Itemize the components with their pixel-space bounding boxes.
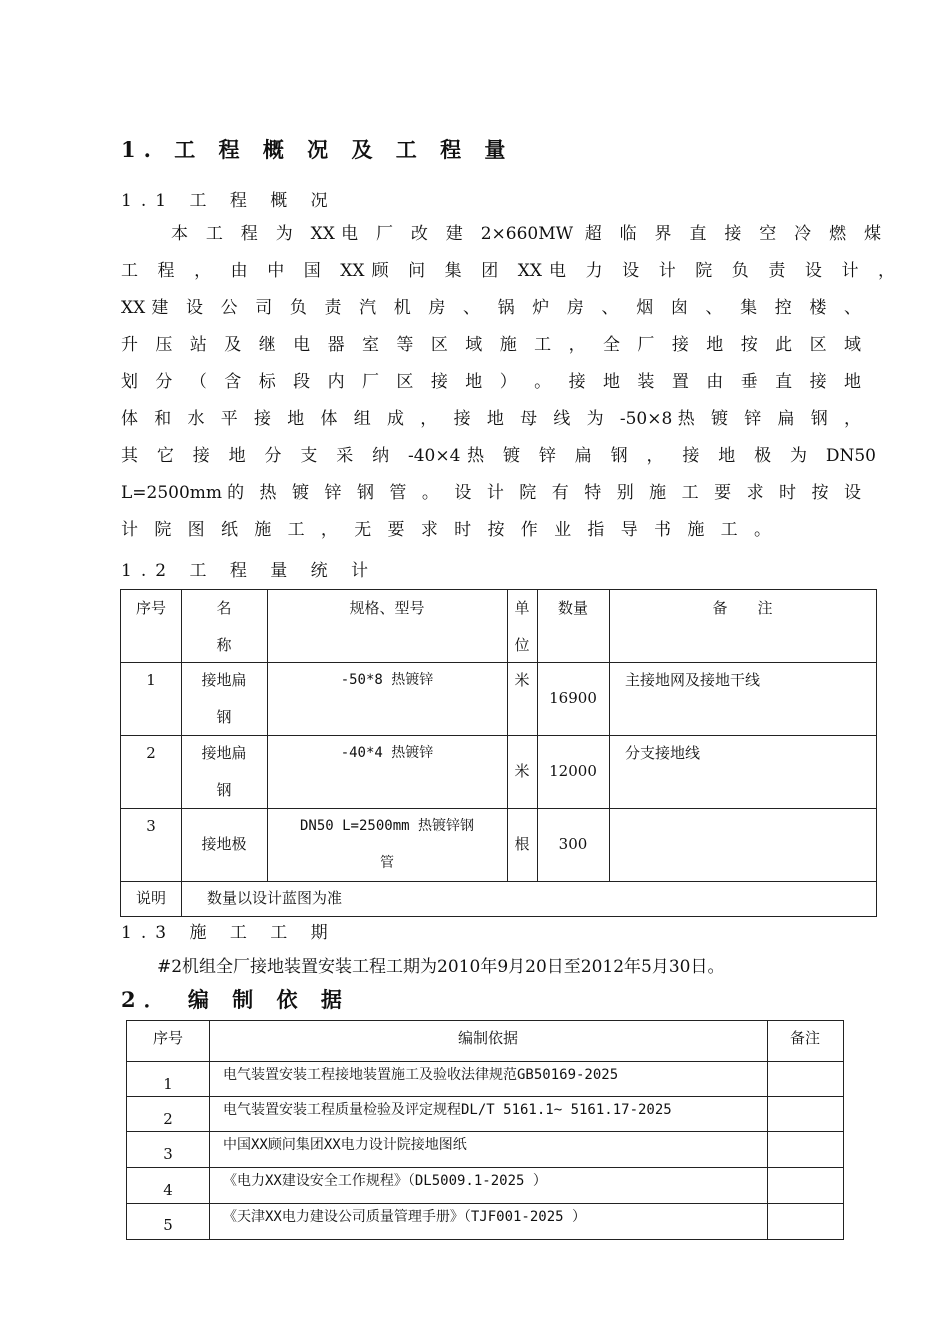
basis-row-no: 1 — [163, 1075, 173, 1093]
basis-row-no: 3 — [163, 1145, 173, 1163]
overview-line: 其 它 接 地 分 支 采 纳 -40×4热 镀 锌 扁 钢 ， 接 地 极 为 DN50 — [121, 446, 876, 466]
overview-line: 本 工 程 为 XX电 厂 改 建 2×660MW 超 临 界 直 接 空 冷 燃 煤 — [171, 224, 881, 244]
basis-row-no: 4 — [163, 1181, 173, 1199]
note-label: 说明 — [135, 889, 166, 907]
table-row-name — [181, 662, 267, 736]
table-row-no: 2 — [146, 744, 156, 762]
header-remark: 备 注 — [712, 599, 773, 617]
table-row-remark: 主接地网及接地干线 — [625, 671, 761, 689]
header-spec: 规格、型号 — [349, 599, 425, 617]
overview-paragraph — [121, 216, 895, 549]
basis-row-no: 2 — [163, 1110, 173, 1128]
section-1-title: 1. 工 程 概 况 及 工 程 量 — [121, 137, 514, 162]
table-row-name — [181, 735, 267, 809]
header-unit — [507, 590, 537, 664]
overview-line: 升 压 站 及 继 电 器 室 等 区 域 施 工 ， 全 厂 接 地 按 此 区 域 — [121, 335, 861, 355]
overview-line: 体 和 水 平 接 地 体 组 成 ， 接 地 母 线 为 -50×8热 镀 锌 扁 钢 ， — [121, 409, 861, 429]
row-name-line: 钢 — [216, 708, 232, 726]
table-row-unit: 米 — [514, 762, 530, 780]
row-name-line: 接地扁 — [201, 671, 247, 689]
table-row-qty: 300 — [558, 835, 588, 853]
table-row-remark: 分支接地线 — [625, 744, 701, 762]
table-row-spec: -50*8 热镀锌 — [340, 672, 434, 688]
row-spec-line: DN50 L=2500mm 热镀锌钢 — [299, 818, 474, 834]
header-name — [181, 590, 267, 664]
header-name-line: 名 — [216, 599, 232, 617]
table-row-unit: 米 — [514, 671, 530, 689]
quantity-table — [120, 589, 877, 917]
basis-row-text: 中国XX顾问集团XX电力设计院接地图纸 — [223, 1137, 467, 1153]
overview-line: 计 院 图 纸 施 工 ， 无 要 求 时 按 作 业 指 导 书 施 工 。 — [121, 520, 771, 540]
note-text: 数量以设计蓝图为准 — [207, 889, 343, 907]
table-row-no: 3 — [146, 817, 156, 835]
subsection-1-1-title: 1.1 工 程 概 况 — [121, 191, 337, 211]
header-unit-line: 单 — [514, 599, 530, 617]
basis-row-no: 5 — [163, 1216, 173, 1234]
table-row-spec: -40*4 热镀锌 — [340, 745, 434, 761]
section-2-title: 2． 编 制 依 据 — [121, 987, 350, 1012]
header-qty: 数量 — [557, 599, 588, 617]
basis-header-basis: 编制依据 — [457, 1029, 518, 1047]
table-row-qty: 16900 — [549, 689, 597, 707]
overview-line: L=2500mm的 热 镀 锌 钢 管 。 设 计 院 有 特 别 施 工 要 求 时 按 设 — [121, 483, 861, 503]
row-name-line: 钢 — [216, 781, 232, 799]
table-row-spec — [267, 808, 507, 882]
table-row-no: 1 — [146, 671, 156, 689]
basis-row-text: 《天津XX电力建设公司质量管理手册》（TJF001-2025 ） — [223, 1209, 587, 1225]
overview-line: XX建 设 公 司 负 责 汽 机 房 、 锅 炉 房 、 烟 囱 、 集 控 楼 、 — [121, 298, 861, 318]
row-spec-line: 管 — [380, 855, 394, 871]
basis-row-text: 《电力XX建设安全工作规程》（DL5009.1-2025 ） — [223, 1173, 547, 1189]
header-unit-line: 位 — [514, 636, 530, 654]
overview-line: 工 程 ， 由 中 国 XX顾 问 集 团 XX电 力 设 计 院 负 责 设 计 ， — [121, 261, 895, 281]
row-name-line: 接地扁 — [201, 744, 247, 762]
table-row-qty: 12000 — [549, 762, 597, 780]
basis-header-no: 序号 — [152, 1029, 183, 1047]
header-no: 序号 — [135, 599, 166, 617]
schedule-text: #2机组全厂接地装置安装工程工期为2010年9月20日至2012年5月30日。 — [157, 957, 725, 977]
basis-row-text: 电气装置安装工程质量检验及评定规程DL/T 5161.1~ 5161.17-2025 — [223, 1102, 672, 1118]
basis-row-text: 电气装置安装工程接地装置施工及验收法律规范GB50169-2025 — [223, 1067, 619, 1083]
header-name-line: 称 — [216, 636, 232, 654]
subsection-1-2-title: 1.2 工 程 量 统 计 — [121, 561, 378, 581]
table-row-unit: 根 — [514, 835, 530, 853]
table-row-name: 接地极 — [201, 835, 247, 853]
subsection-1-3-title: 1.3 施 工 工 期 — [121, 923, 337, 943]
overview-line: 划 分 （ 含 标 段 内 厂 区 接 地 ） 。 接 地 装 置 由 垂 直 接 地 — [121, 372, 861, 392]
basis-header-remark: 备注 — [789, 1029, 820, 1047]
basis-table — [126, 1020, 844, 1240]
